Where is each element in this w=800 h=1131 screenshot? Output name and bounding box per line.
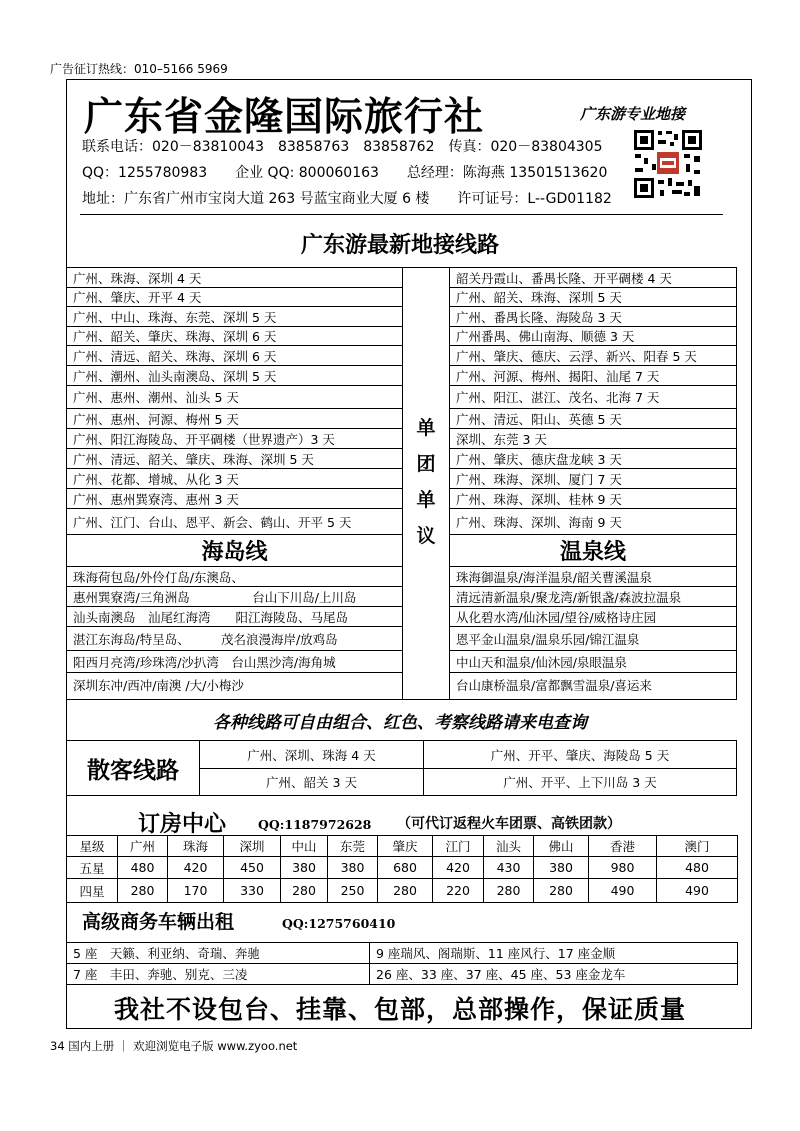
hotel-cell: 220 [433, 879, 484, 903]
car-rental-table [66, 942, 738, 985]
hotel-cell: 280 [378, 879, 433, 903]
hotel-cell: 450 [224, 857, 281, 879]
hotel-header-cell: 佛山 [534, 836, 589, 857]
route-item: 广州、潮州、汕头南澳岛、深圳 5 天 [67, 366, 402, 386]
single-group-label [415, 410, 437, 554]
hotspring-section-title: 温泉线 [450, 535, 736, 567]
car-rental-qq: QQ:1275760410 [282, 916, 396, 931]
route-item: 广州、清远、韶关、珠海、深圳 6 天 [67, 346, 402, 366]
hotel-cell: 330 [224, 879, 281, 903]
booking-center-note: （可代订返程火车团票、高铁团款） [397, 816, 621, 832]
hotel-cell: 280 [118, 879, 168, 903]
island-item: 惠州巽寮湾/三角洲岛 台山下川岛/上川岛 [67, 587, 402, 607]
route-item: 广州、惠州、河源、梅州 5 天 [67, 409, 402, 429]
header-divider [80, 214, 723, 215]
car-rental-row [67, 964, 738, 985]
hotel-header-cell: 星级 [67, 836, 118, 857]
route-item: 深圳、东莞 3 天 [450, 429, 736, 449]
route-item: 广州、清远、韶关、肇庆、珠海、深圳 5 天 [67, 449, 402, 469]
route-item: 广州、河源、梅州、揭阳、汕尾 7 天 [450, 366, 736, 386]
hotel-table-header-row [67, 836, 738, 857]
route-item: 广州、清远、阳山、英德 5 天 [450, 409, 736, 429]
contact-qq-line: QQ：1255780983 企业 QQ: 800060163 总经理：陈海燕 13501513620 [82, 165, 608, 181]
route-item: 广州、珠海、深圳、海南 9 天 [450, 509, 736, 535]
hotel-cell: 430 [484, 857, 534, 879]
hotel-cell: 490 [589, 879, 657, 903]
route-item: 广州、珠海、深圳 4 天 [67, 268, 402, 288]
ad-hotline: 广告征订热线：010–5166 5969 [50, 62, 228, 76]
scatter-route-item: 广州、深圳、珠海 4 天 [247, 747, 376, 763]
page-footer: 34 国内上册 ｜ 欢迎浏览电子版 www.zyoo.net [50, 1039, 298, 1053]
route-item: 广州、珠海、深圳、厦门 7 天 [450, 469, 736, 489]
island-item: 汕头南澳岛 汕尾红海湾 阳江海陵岛、马尾岛 [67, 607, 402, 627]
hotel-cell: 五星 [67, 857, 118, 879]
scatter-routes-title: 散客线路 [87, 757, 179, 784]
routes-divider-left [402, 268, 403, 699]
hotel-header-cell: 广州 [118, 836, 168, 857]
route-item: 广州、韶关、肇庆、珠海、深圳 6 天 [67, 327, 402, 346]
single-group-char: 单 [416, 417, 436, 439]
hotel-header-cell: 澳门 [657, 836, 738, 857]
route-item: 广州、江门、台山、恩平、新会、鹤山、开平 5 天 [67, 509, 402, 535]
hotspring-item: 恩平金山温泉/温泉乐园/锦江温泉 [450, 627, 736, 651]
single-group-char: 单 [416, 489, 436, 511]
hotel-cell: 四星 [67, 879, 118, 903]
route-item: 广州、肇庆、开平 4 天 [67, 288, 402, 307]
hotel-header-cell: 珠海 [168, 836, 224, 857]
route-item: 广州、阳江、湛江、茂名、北海 7 天 [450, 386, 736, 409]
car-rental-cell: 9 座瑞风、阁瑞斯、11 座风行、17 座金顺 [370, 943, 738, 964]
hotel-table-row [67, 879, 738, 903]
agency-slogan: 广东游专业地接 [580, 105, 686, 123]
scatter-route-item: 广州、韶关 3 天 [266, 775, 357, 790]
hotel-cell: 680 [378, 857, 433, 879]
hotel-header-cell: 深圳 [224, 836, 281, 857]
hotel-cell: 380 [534, 857, 589, 879]
routes-right-column [450, 268, 736, 697]
hotel-cell: 280 [534, 879, 589, 903]
quality-slogan: 我社不设包台、挂靠、包部，总部操作，保证质量 [113, 995, 686, 1024]
hotel-cell: 420 [168, 857, 224, 879]
booking-center-qq: QQ:1187972628 [258, 817, 372, 832]
agency-name: 广东省金隆国际旅行社 [84, 95, 485, 140]
island-item: 湛江东海岛/特呈岛、 茂名浪漫海岸/放鸡岛 [67, 627, 402, 651]
scatter-route-item: 广州、开平、上下川岛 3 天 [503, 775, 657, 790]
hotspring-item: 从化碧水湾/仙沐园/望谷/威格诗庄园 [450, 607, 736, 627]
island-item: 珠海荷包岛/外伶仃岛/东澳岛、 [67, 567, 402, 587]
combination-notice: 各种线路可自由组合、红色、考察线路请来电查询 [213, 713, 587, 733]
qr-code-icon [632, 128, 704, 200]
hotel-header-cell: 肇庆 [378, 836, 433, 857]
routes-left-column [67, 268, 402, 697]
hotspring-item: 珠海御温泉/海洋温泉/韶关曹溪温泉 [450, 567, 736, 587]
hotspring-item: 台山康桥温泉/富都飘雪温泉/喜运来 [456, 678, 652, 693]
booking-center-title: 订房中心 [138, 812, 227, 837]
scatter-route-item: 广州、开平、肇庆、海陵岛 5 天 [490, 747, 670, 763]
hotel-table-row [67, 857, 738, 879]
hotel-cell: 980 [589, 857, 657, 879]
route-item: 广州、珠海、深圳、桂林 9 天 [450, 489, 736, 509]
hotel-cell: 250 [328, 879, 378, 903]
hotel-cell: 280 [281, 879, 328, 903]
island-section-title: 海岛线 [67, 535, 402, 567]
car-rental-cell: 5 座 天籁、利亚纳、奇瑞、奔驰 [67, 943, 370, 964]
hotel-price-table [66, 835, 738, 903]
single-group-char: 团 [416, 453, 436, 475]
route-item: 广州、中山、珠海、东莞、深圳 5 天 [67, 307, 402, 327]
hotel-header-cell: 江门 [433, 836, 484, 857]
car-rental-row [67, 943, 738, 964]
route-item: 韶关丹霞山、番禺长隆、开平碉楼 4 天 [450, 268, 736, 288]
hotel-header-cell: 中山 [281, 836, 328, 857]
route-item: 广州、花都、增城、从化 3 天 [67, 469, 402, 489]
contact-address-line: 地址：广东省广州市宝岗大道 263 号蓝宝商业大厦 6 楼 许可证号：L--GD01182 [82, 191, 612, 207]
routes-title: 广东游最新地接线路 [300, 233, 499, 258]
route-item: 广州、肇庆、德庆、云浮、新兴、阳春 5 天 [450, 346, 736, 366]
island-item: 阳西月亮湾/珍珠湾/沙扒湾 台山黑沙湾/海角城 [67, 651, 402, 673]
car-rental-cell: 26 座、33 座、37 座、45 座、53 座金龙车 [370, 964, 738, 985]
route-item: 广州、肇庆、德庆盘龙峡 3 天 [450, 449, 736, 469]
hotel-cell: 380 [281, 857, 328, 879]
single-group-char: 议 [416, 525, 436, 547]
hotel-cell: 380 [328, 857, 378, 879]
hotel-cell: 480 [118, 857, 168, 879]
hotspring-item: 中山天和温泉/仙沐园/泉眼温泉 [450, 651, 736, 673]
route-item: 广州、阳江海陵岛、开平碉楼（世界遗产）3 天 [67, 429, 402, 449]
hotel-cell: 480 [657, 857, 738, 879]
hotel-header-cell: 东莞 [328, 836, 378, 857]
route-item: 广州、惠州、潮州、汕头 5 天 [67, 386, 402, 409]
hotel-header-cell: 香港 [589, 836, 657, 857]
car-rental-cell: 7 座 丰田、奔驰、别克、三凌 [67, 964, 370, 985]
route-item: 广州番禺、佛山南海、顺德 3 天 [450, 327, 736, 346]
hotel-cell: 280 [484, 879, 534, 903]
route-item: 广州、番禺长隆、海陵岛 3 天 [450, 307, 736, 327]
hotel-cell: 170 [168, 879, 224, 903]
hotspring-item: 清远清新温泉/聚龙湾/新银盏/森波拉温泉 [450, 587, 736, 607]
hotel-cell: 420 [433, 857, 484, 879]
route-item: 广州、韶关、珠海、深圳 5 天 [450, 288, 736, 307]
route-item: 广州、惠州巽寮湾、惠州 3 天 [67, 489, 402, 509]
car-rental-title: 高级商务车辆出租 [82, 911, 235, 933]
contact-phone-line: 联系电话：020－83810043 83858763 83858762 传真：020－83804305 [82, 139, 603, 155]
island-item: 深圳东冲/西冲/南澳 /大/小梅沙 [73, 678, 244, 693]
hotel-header-cell: 汕头 [484, 836, 534, 857]
hotel-cell: 490 [657, 879, 738, 903]
